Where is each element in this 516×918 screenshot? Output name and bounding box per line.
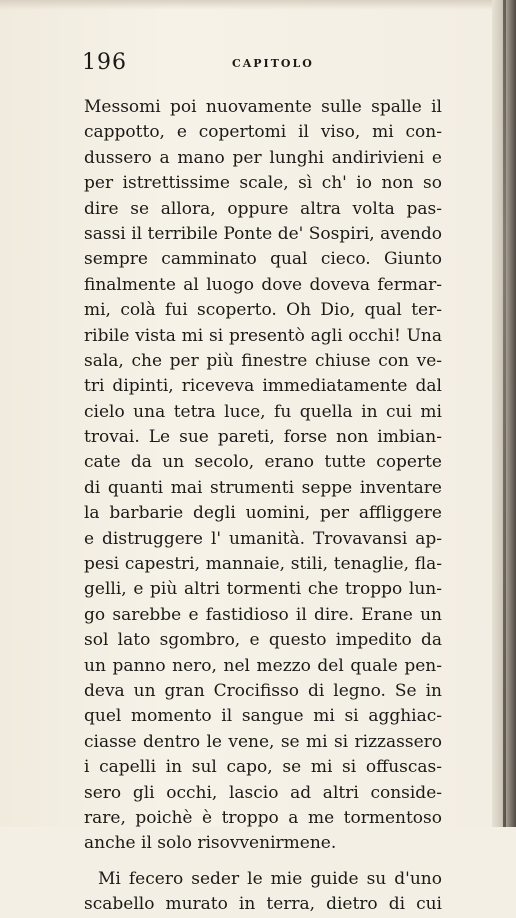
- text-line: sempre camminato qual cieco. Giunto: [84, 249, 442, 270]
- text-line: ribile vista mi si presentò agli occhi! Una: [84, 325, 442, 346]
- text-line: cappotto, e copertomi il viso, mi con-: [84, 122, 442, 143]
- text-line: anche il solo risovvenirmene.: [84, 833, 337, 854]
- paragraph-2: [84, 867, 442, 918]
- text-line: la barbarie degli uomini, per affliggere: [84, 503, 442, 524]
- page-header: [82, 50, 442, 76]
- text-line: ciasse dentro le vene, se mi si rizzassero: [84, 731, 442, 752]
- text-line: dussero a mano per lunghi andirivieni e: [84, 147, 442, 168]
- paragraph-1: [84, 95, 442, 857]
- page-number: 196: [82, 50, 127, 75]
- text-line: i capelli in sul capo, se mi si offuscas-: [84, 757, 442, 778]
- text-line: un panno nero, nel mezzo del quale pen-: [84, 655, 442, 676]
- text-line: di quanti mai strumenti seppe inventare: [84, 477, 442, 498]
- text-line: Messomi poi nuovamente sulle spalle il: [84, 97, 442, 117]
- running-head: CAPITOLO: [232, 57, 314, 70]
- text-line: sala, che per più finestre chiuse con ve-: [84, 350, 442, 371]
- text-line: sero gli occhi, lascio ad altri conside-: [84, 782, 442, 803]
- text-line: Mi fecero seder le mie guide su d'uno: [98, 868, 442, 889]
- paragraph-gap: [84, 857, 442, 867]
- text-line: scabello murato in terra, dietro di cui: [84, 894, 442, 915]
- binding-shadow: [503, 0, 506, 827]
- page-top-edge: [0, 0, 492, 10]
- text-line: cate da un secolo, erano tutte coperte: [84, 452, 442, 473]
- text-line: per istrettissime scale, sì ch' io non so: [84, 173, 442, 194]
- text-line: go sarebbe e fastidioso il dire. Erane un: [84, 604, 442, 625]
- text-line: pesi capestri, mannaie, stili, tenaglie, fla-: [84, 554, 442, 575]
- body-text: [84, 95, 442, 918]
- text-line: rare, poichè è troppo a me tormentoso: [84, 807, 442, 828]
- text-line: deva un gran Crocifisso di legno. Se in: [84, 680, 442, 701]
- text-line: mi, colà fui scoperto. Oh Dio, qual ter-: [84, 300, 442, 321]
- text-line: e distruggere l' umanità. Trovavansi ap-: [84, 528, 442, 549]
- text-line: dire se allora, oppure altra volta pas-: [84, 198, 442, 219]
- text-line: cielo una tetra luce, fu quella in cui mi: [84, 401, 442, 422]
- text-line: quel momento il sangue mi si agghiac-: [84, 706, 442, 727]
- text-line: trovai. Le sue pareti, forse non imbian-: [84, 427, 442, 448]
- text-line: sol lato sgombro, e questo impedito da: [84, 630, 442, 651]
- text-line: tri dipinti, riceveva immediatamente dal: [84, 376, 442, 397]
- text-line: gelli, e più altri tormenti che troppo lun-: [84, 579, 442, 600]
- text-line: sassi il terribile Ponte de' Sospiri, avendo: [84, 223, 442, 244]
- text-line: finalmente al luogo dove doveva fermar-: [84, 274, 442, 295]
